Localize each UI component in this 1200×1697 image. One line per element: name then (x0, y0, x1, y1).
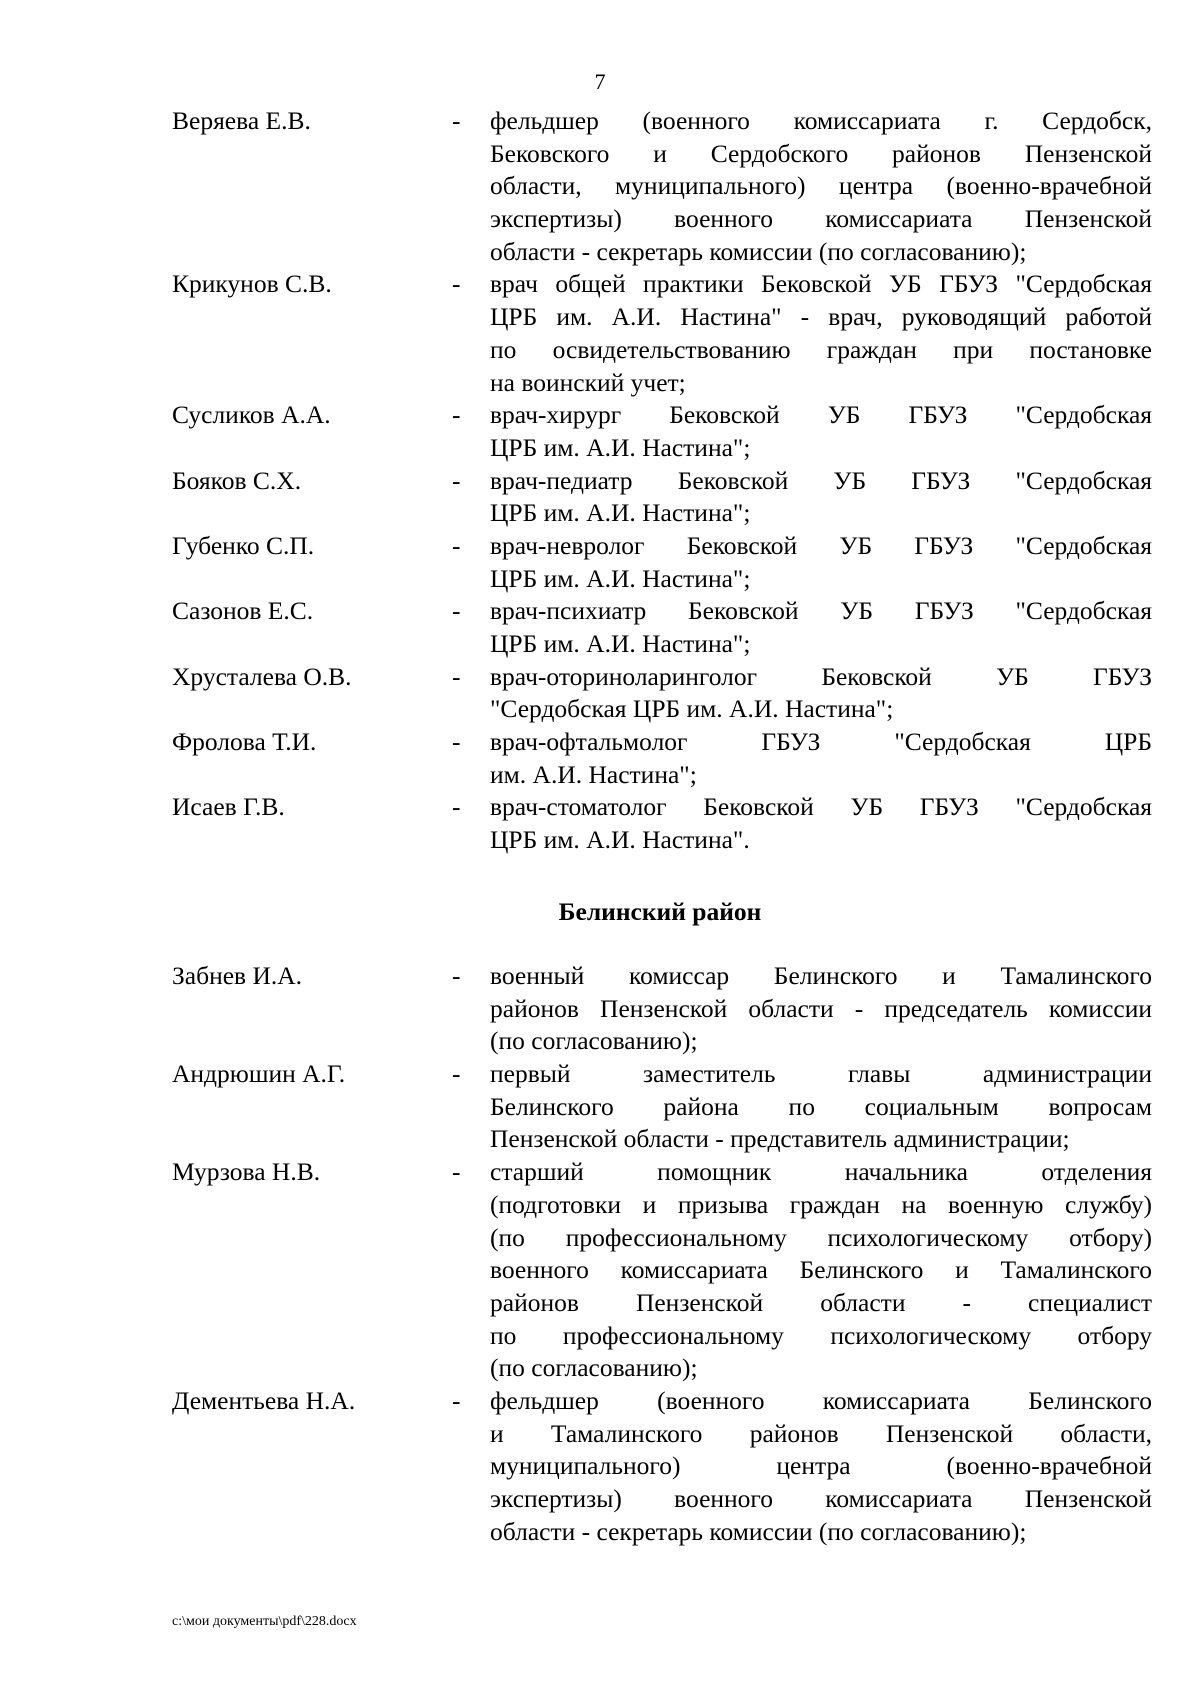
role-line: ЦРБ им. А.И. Настина"; (490, 432, 751, 462)
member-entry (172, 268, 1152, 399)
member-role (490, 465, 1152, 530)
member-name: Хрусталева О.В. (172, 661, 352, 691)
role-line: по профессиональному психологическому отбору (490, 1320, 1152, 1350)
member-entry (172, 399, 1152, 464)
member-entry (172, 1156, 1152, 1385)
role-line: ЦРБ им. А.И. Настина"; (490, 563, 751, 593)
member-name: Сусликов А.А. (172, 400, 331, 430)
role-line: на воинский учет; (490, 367, 686, 397)
member-name: Губенко С.П. (172, 530, 315, 560)
member-entry (172, 1058, 1152, 1156)
member-role (490, 268, 1152, 399)
role-line: старший помощник начальника отделения (490, 1157, 1152, 1187)
role-line: военный комиссар Белинского и Тамалинского (490, 961, 1152, 990)
role-line: врач общей практики Бековской УБ ГБУЗ "Сердобская (490, 269, 1152, 299)
role-line: Белинского района по социальным вопросам (490, 1091, 1152, 1121)
member-role (490, 661, 1152, 726)
member-name: Забнев И.А. (172, 961, 303, 990)
member-role (490, 1058, 1152, 1156)
member-name: Крикунов С.В. (172, 269, 332, 299)
dash-separator: - (452, 792, 461, 822)
commission-list-bekovsky (172, 105, 1152, 857)
role-line: врач-невролог Бековской УБ ГБУЗ "Сердобская (490, 530, 1152, 560)
member-role (490, 791, 1152, 856)
member-entry (172, 530, 1152, 595)
member-role (490, 105, 1152, 268)
dash-separator: - (452, 596, 461, 626)
role-line: врач-стоматолог Бековской УБ ГБУЗ "Сердобская (490, 792, 1152, 822)
member-role (490, 726, 1152, 791)
role-line: (по согласованию); (490, 1026, 698, 1056)
member-entry (172, 465, 1152, 530)
role-line: районов Пензенской области - председатель комиссии (490, 993, 1152, 1023)
dash-separator: - (452, 727, 461, 757)
member-role (490, 399, 1152, 464)
member-entry (172, 105, 1152, 268)
role-line: ЦРБ им. А.И. Настина" - врач, руководящий работой (490, 302, 1152, 332)
member-role (490, 1385, 1152, 1548)
commission-list-belinsky (172, 960, 1152, 1548)
role-line: Бековского и Сердобского районов Пензенской (490, 138, 1152, 168)
role-line: (по профессиональному психологическому отбору) (490, 1222, 1152, 1252)
role-line: (по согласованию); (490, 1353, 698, 1383)
dash-separator: - (452, 961, 461, 990)
role-line: области - секретарь комиссии (по согласованию); (490, 1516, 1027, 1546)
role-line: области, муниципального) центра (военно-врачебной (490, 171, 1152, 201)
member-name: Исаев Г.В. (172, 792, 285, 822)
role-line: фельдшер (военного комиссариата Белинского (490, 1385, 1152, 1415)
role-line: экспертизы) военного комиссариата Пензенской (490, 1484, 1152, 1513)
dash-separator: - (452, 106, 461, 135)
role-line: врач-хирург Бековской УБ ГБУЗ "Сердобская (490, 400, 1152, 430)
role-line: (подготовки и призыва граждан на военную службу) (490, 1189, 1152, 1219)
dash-separator: - (452, 661, 461, 691)
member-role (490, 530, 1152, 595)
section-title: Белинский район (558, 897, 762, 926)
role-line: Пензенской области - представитель администрации; (490, 1124, 1070, 1154)
role-line: и Тамалинского районов Пензенской области, (490, 1418, 1152, 1448)
member-role (490, 1156, 1152, 1385)
dash-separator: - (452, 1059, 461, 1089)
role-line: районов Пензенской области - специалист (490, 1287, 1152, 1317)
footer-file-path: c:\мои документы\pdf\228.docx (172, 1614, 357, 1629)
role-line: врач-оториноларинголог Бековской УБ ГБУЗ (490, 661, 1152, 691)
dash-separator: - (452, 1157, 461, 1187)
role-line: им. А.И. Настина"; (490, 759, 697, 789)
member-entry (172, 1385, 1152, 1548)
member-entry (172, 661, 1152, 726)
dash-separator: - (452, 1385, 461, 1415)
member-name: Веряева Е.В. (172, 106, 311, 135)
role-line: ЦРБ им. А.И. Настина". (490, 825, 750, 855)
member-entry (172, 595, 1152, 660)
role-line: фельдшер (военного комиссариата г. Сердобск, (490, 106, 1152, 135)
member-name: Фролова Т.И. (172, 727, 317, 757)
role-line: первый заместитель главы администрации (490, 1059, 1152, 1089)
role-line: ЦРБ им. А.И. Настина"; (490, 498, 751, 528)
member-name: Сазонов Е.С. (172, 596, 314, 626)
role-line: врач-офтальмолог ГБУЗ "Сердобская ЦРБ (490, 727, 1152, 757)
member-name: Бояков С.Х. (172, 465, 302, 495)
role-line: экспертизы) военного комиссариата Пензенской (490, 204, 1152, 234)
member-entry (172, 960, 1152, 1058)
member-entry (172, 791, 1152, 856)
role-line: по освидетельствованию граждан при постановке (490, 334, 1152, 364)
member-name: Андрюшин А.Г. (172, 1059, 346, 1089)
role-line: области - секретарь комиссии (по согласованию); (490, 236, 1027, 266)
dash-separator: - (452, 400, 461, 430)
dash-separator: - (452, 269, 461, 299)
dash-separator: - (452, 465, 461, 495)
member-role (490, 960, 1152, 1058)
role-line: врач-педиатр Бековской УБ ГБУЗ "Сердобская (490, 465, 1152, 495)
member-entry (172, 726, 1152, 791)
page-number: 7 (594, 69, 606, 94)
dash-separator: - (452, 530, 461, 560)
role-line: врач-психиатр Бековской УБ ГБУЗ "Сердобская (490, 596, 1152, 626)
role-line: муниципального) центра (военно-врачебной (490, 1451, 1152, 1481)
role-line: ЦРБ им. А.И. Настина"; (490, 629, 751, 658)
role-line: "Сердобская ЦРБ им. А.И. Настина"; (490, 694, 894, 724)
member-name: Мурзова Н.В. (172, 1157, 321, 1187)
role-line: военного комиссариата Белинского и Тамалинского (490, 1255, 1152, 1285)
member-name: Дементьева Н.А. (172, 1385, 356, 1415)
member-role (490, 595, 1152, 660)
